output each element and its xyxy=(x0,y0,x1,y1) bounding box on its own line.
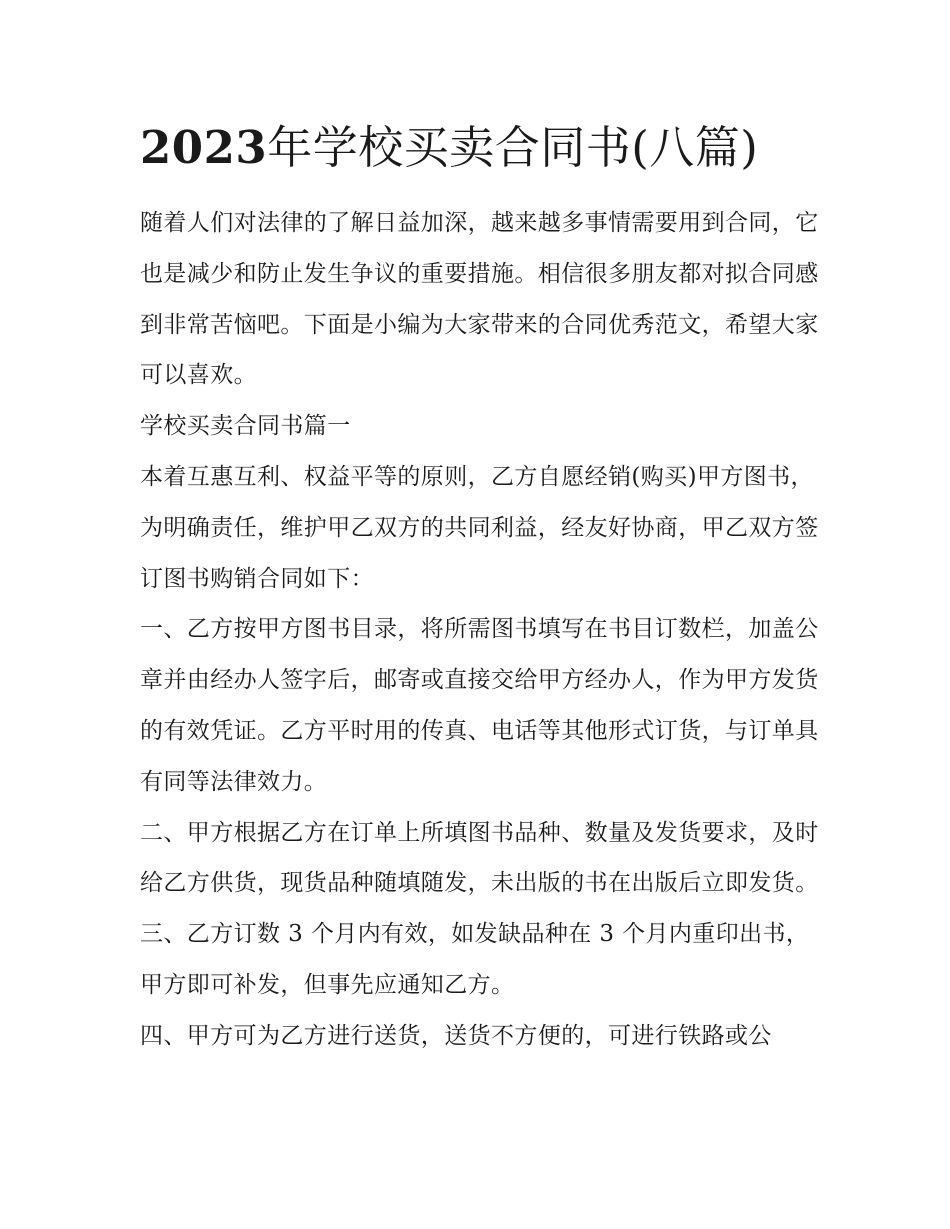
document-body xyxy=(140,198,820,1062)
title-text: 年学校买卖合同书(八篇) xyxy=(267,121,759,174)
paragraph-intro: 随着人们对法律的了解日益加深，越来越多事情需要用到合同，它也是减少和防止发生争议的重要措施。相信很多朋友都对拟合同感到非常苦恼吧。下面是小编为大家带来的合同优秀范文，希望大家可以喜欢。 xyxy=(140,210,819,389)
paragraph-preamble: 本着互惠互利、权益平等的原则，乙方自愿经销(购买)甲方图书，为明确责任，维护甲乙双方的共同利益，经友好协商，甲乙双方签订图书购销合同如下： xyxy=(140,463,819,592)
clause-3: 三、乙方订数 3 个月内有效，如发缺品种在 3 个月内重印出书，甲方即可补发，但事先应通知乙方。 xyxy=(140,921,810,998)
title-year: 2023 xyxy=(140,121,268,174)
section-heading: 学校买卖合同书篇一 xyxy=(140,413,351,440)
document-title xyxy=(140,118,840,178)
clause-4: 四、甲方可为乙方进行送货，送货不方便的，可进行铁路或公 xyxy=(140,1022,772,1049)
clause-2: 二、甲方根据乙方在订单上所填图书品种、数量及发货要求，及时给乙方供货，现货品种随填随发，未出版的书在出版后立即发货。 xyxy=(140,819,819,897)
clause-1: 一、乙方按甲方图书目录，将所需图书填写在书目订数栏，加盖公章并由经办人签字后，邮寄或直接交给甲方经办人，作为甲方发货的有效凭证。乙方平时用的传真、电话等其他形式订货，与订单具有同等法律效力。 xyxy=(140,616,819,795)
